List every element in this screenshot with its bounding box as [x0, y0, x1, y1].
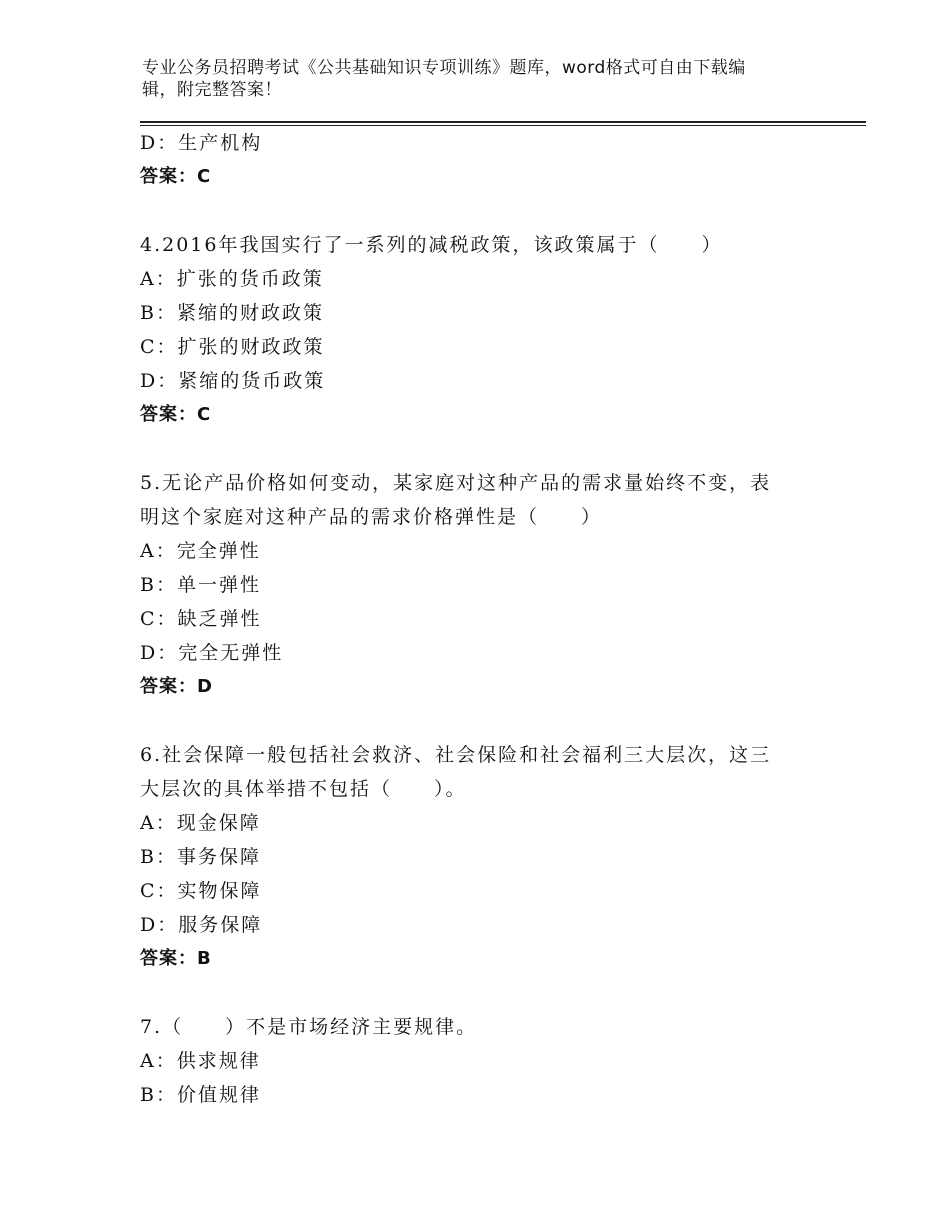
option-d: D：紧缩的货币政策	[140, 370, 326, 392]
option-a: A：扩张的货币政策	[140, 268, 324, 290]
option-a: A：现金保障	[140, 812, 261, 834]
header-line-1: 专业公务员招聘考试《公共基础知识专项训练》题库，word格式可自由下载编	[142, 58, 746, 78]
question-stem-line-1: 6.社会保障一般包括社会救济、社会保险和社会福利三大层次，这三	[140, 744, 772, 766]
option-d: D：服务保障	[140, 914, 263, 936]
question-stem: 4.2016年我国实行了一系列的减税政策，该政策属于（ ）	[140, 234, 723, 256]
option-b: B：事务保障	[140, 846, 261, 868]
document-header	[142, 57, 802, 101]
spacer	[140, 194, 840, 228]
header-divider-thick	[140, 121, 866, 123]
spacer	[140, 704, 840, 738]
question-stem-line-2: 明这个家庭对这种产品的需求价格弹性是（ ）	[140, 506, 603, 528]
option-b: B：紧缩的财政政策	[140, 302, 324, 324]
spacer	[140, 976, 840, 1010]
question-6	[140, 738, 840, 976]
answer: 答案：C	[140, 166, 212, 187]
option-c: C：实物保障	[140, 880, 262, 902]
answer: 答案：C	[140, 404, 212, 425]
option-b: B：单一弹性	[140, 574, 261, 596]
question-stem-line-1: 5.无论产品价格如何变动，某家庭对这种产品的需求量始终不变，表	[140, 472, 772, 494]
answer: 答案：B	[140, 948, 212, 969]
question-list	[140, 126, 840, 1112]
option-b: B：价值规律	[140, 1084, 261, 1106]
option-c: C：扩张的财政政策	[140, 336, 325, 358]
option-c: C：缺乏弹性	[140, 608, 262, 630]
spacer	[140, 432, 840, 466]
option-d: D：完全无弹性	[140, 642, 284, 664]
option-a: A：供求规律	[140, 1050, 261, 1072]
question-stem: 7.（ ）不是市场经济主要规律。	[140, 1016, 478, 1038]
header-line-2: 辑，附完整答案！	[142, 80, 282, 100]
answer: 答案：D	[140, 676, 213, 697]
question-4	[140, 228, 840, 432]
option-a: A：完全弹性	[140, 540, 261, 562]
question-7	[140, 1010, 840, 1112]
question-stem-line-2: 大层次的具体举措不包括（ ）。	[140, 778, 467, 800]
question-5	[140, 466, 840, 704]
option-d: D：生产机构	[140, 132, 263, 154]
